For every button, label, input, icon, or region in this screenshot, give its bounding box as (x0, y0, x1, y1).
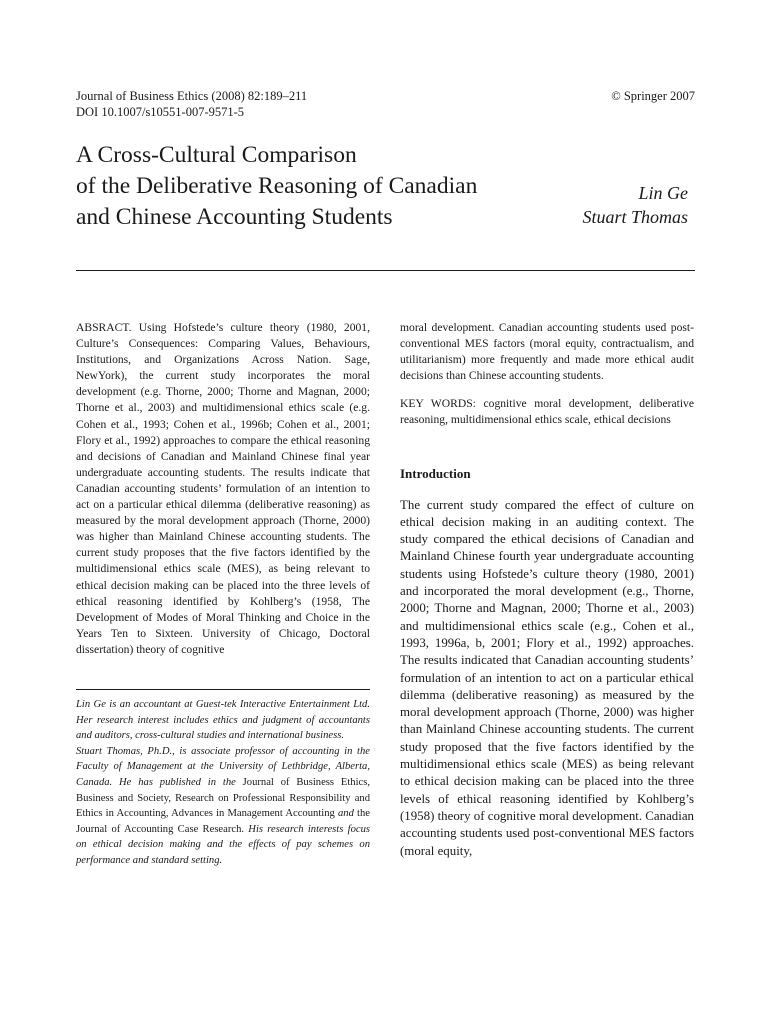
footnote-divider (76, 689, 370, 690)
title-line-2: of the Deliberative Reasoning of Canadian (76, 173, 478, 199)
abstract-continuation: moral development. Canadian accounting students used post-conventional MES factors (moral equity, contractualism, and utilitarianism) more frequently and made more ethical audit decisions than Chinese accounting students. (400, 321, 694, 383)
title-line-3: and Chinese Accounting Students (76, 204, 393, 230)
copyright-notice: © Springer 2007 (611, 89, 695, 103)
left-column (76, 320, 370, 658)
paper-title (76, 140, 546, 233)
abstract-text: Using Hofstede’s culture theory (1980, 2001, Culture’s Consequences: Comparing Values, Behaviours, Institutions, and Organizations Across Nation. Sage, NewYork), the current study incorporates the moral development (e.g. Thorne, 2000; Thorne and Magnan, 2000; Thorne et al., 2003) and multidimensional ethics scale (e.g. Cohen et al., 1993; Cohen et al., 1996b; Cohen et al., 2001; Flory et al., 1992) approaches to compare the ethical reasoning and decisions of Canadian and Mainland Chinese final year undergraduate accounting students. The results indicate that Canadian accounting students’ formulation of an intention to act on a particular ethical dilemma (deliberative reasoning) as measured by the moral development approach (Thorne, 2000) was higher than Mainland Chinese accounting students. The current study proposes that the five factors identified by the multidimensional ethics scale (MES), as being relevant to ethical decision making can be placed into the three levels of ethical reasoning identified by Kohlberg’s (1958, The Development of Modes of Moral Thinking and Choice in the Years Ten to Sixteen. University of Chicago, Doctoral dissertation) theory of cognitive (76, 321, 370, 656)
author-footnotes (76, 697, 370, 869)
introduction-paragraph: The current study compared the effect of culture on ethical decision making in an auditing context. The study compared the ethical decisions of Canadian and Mainland Chinese fourth year undergraduate accounting students using Hofstede’s culture theory (1980, 2001) and incorporated the moral development (e.g., Thorne, 2000; Thorne and Magnan, 2000; Thorne et al., 2003) and multidimensional ethics scale (e.g., Cohen et al., 1993, 1996a, b, 2001; Flory et al., 1992) approaches. The results indicated that Canadian accounting students’ formulation of an intention to act on a particular ethical dilemma (deliberative reasoning) as measured by the moral development approach (Thorne, 2000) was higher than Mainland Chinese accounting students. The current study proposed that the five factors identified by the multidimensional ethics scale (MES) as being relevant to ethical decision making can be placed into the three levels of ethical reasoning identified by Kohlberg’s (1958) theory of cognitive moral development. Canadian accounting students used post-conventional MES factors (moral equity, (400, 497, 694, 858)
footnote-stuart-thomas: Stuart Thomas, Ph.D., is associate professor of accounting in the Faculty of Management at the University of Lethbridge, Alberta, Canada. He has published in the Journal of Business Ethics, Business and Society, Research on Professional Responsibility and Ethics in Accounting, Advances in Management Accounting and the Journal of Accounting Case Research. His research interests focus on ethical decision making and the effects of pay schemes on performance and standard setting. (76, 745, 370, 866)
author-name: Lin Ge (638, 183, 688, 203)
doi: DOI 10.1007/s10551-007-9571-5 (76, 105, 245, 119)
title-divider (76, 270, 695, 271)
journal-citation: Journal of Business Ethics (2008) 82:189–211 (76, 89, 308, 103)
section-heading-introduction: Introduction (400, 465, 471, 481)
abstract-paragraph (76, 320, 370, 658)
title-line-1: A Cross-Cultural Comparison (76, 142, 357, 168)
keywords-paragraph (400, 396, 694, 428)
author-name: Stuart Thomas (582, 207, 688, 227)
keywords-label: KEY WORDS: (400, 397, 476, 411)
abstract-label: ABSRACT. (76, 321, 132, 334)
journal-header (76, 88, 307, 120)
right-column (400, 320, 694, 860)
keywords-text: cognitive moral development, deliberative reasoning, multidimensional ethics scale, ethical decisions (400, 397, 694, 427)
footnote-lin-ge: Lin Ge is an accountant at Guest-tek Interactive Entertainment Ltd. Her research interest includes ethics and judgment of accountants and auditors, cross-cultural studies and international business. (76, 699, 370, 742)
author-list (582, 181, 688, 229)
